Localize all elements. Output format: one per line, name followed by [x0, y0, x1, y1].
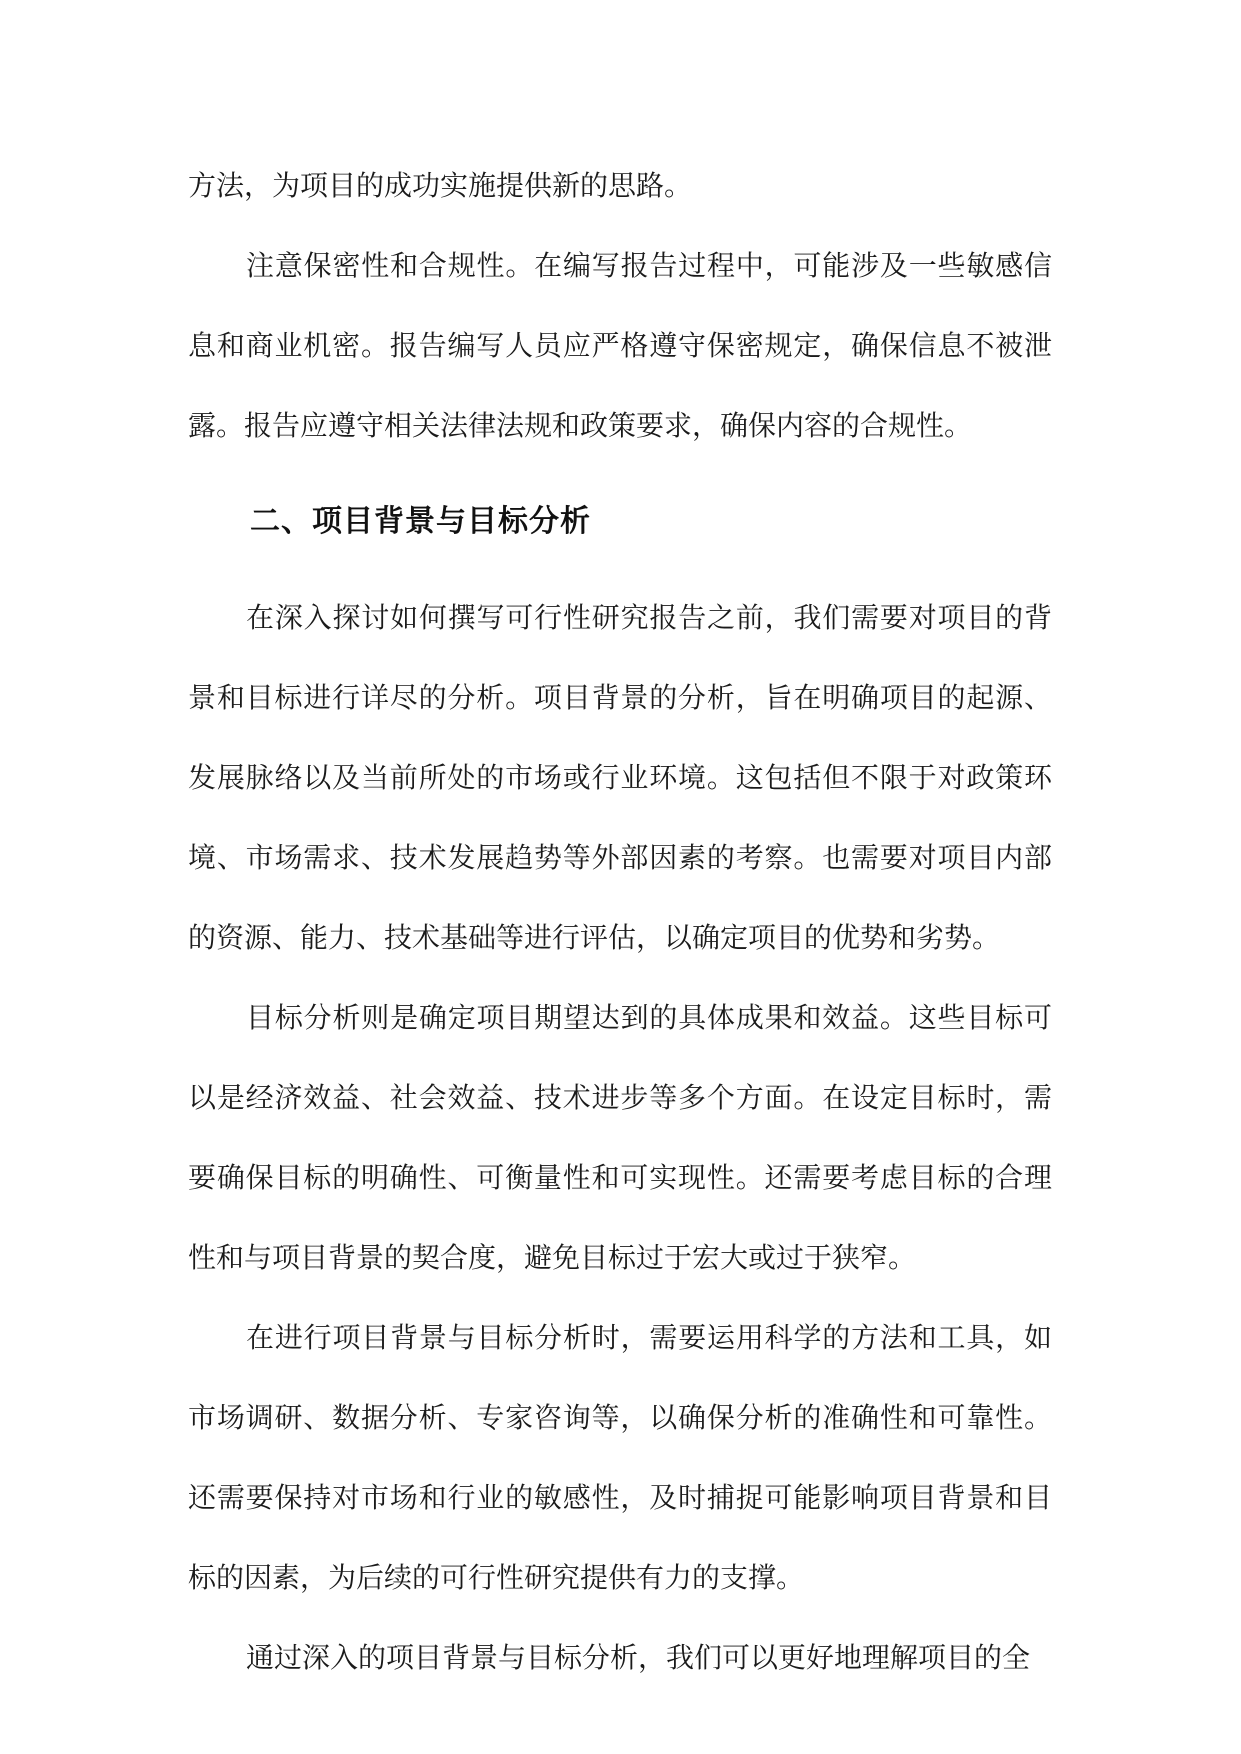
paragraph-confidentiality: 注意保密性和合规性。在编写报告过程中，可能涉及一些敏感信息和商业机密。报告编写人员应严格遵守保密规定，确保信息不被泄露。报告应遵守相关法律法规和政策要求，确保内容的合规性。 [188, 249, 1052, 442]
paragraph-background: 在深入探讨如何撰写可行性研究报告之前，我们需要对项目的背景和目标进行详尽的分析。项目背景的分析，旨在明确项目的起源、发展脉络以及当前所处的市场或行业环境。这包括但不限于对政策环境、市场需求、技术发展趋势等外部因素的考察。也需要对项目内部的资源、能力、技术基础等进行评估，以确定项目的优势和劣势。 [188, 601, 1052, 954]
paragraph-continuation: 方法，为项目的成功实施提供新的思路。 [188, 169, 693, 202]
paragraph-methods: 在进行项目背景与目标分析时，需要运用科学的方法和工具，如市场调研、数据分析、专家咨询等，以确保分析的准确性和可靠性。还需要保持对市场和行业的敏感性，及时捕捉可能影响项目背景和目标的因素，为后续的可行性研究提供有力的支撑。 [188, 1321, 1052, 1594]
document-body [188, 146, 1052, 1698]
section-heading: 二、项目背景与目标分析 [250, 504, 591, 539]
paragraph-objectives: 目标分析则是确定项目期望达到的具体成果和效益。这些目标可以是经济效益、社会效益、技术进步等多个方面。在设定目标时，需要确保目标的明确性、可衡量性和可实现性。还需要考虑目标的合理性和与项目背景的契合度，避免目标过于宏大或过于狭窄。 [188, 1001, 1052, 1274]
paragraph-conclusion: 通过深入的项目背景与目标分析，我们可以更好地理解项目的全 [246, 1641, 1031, 1674]
